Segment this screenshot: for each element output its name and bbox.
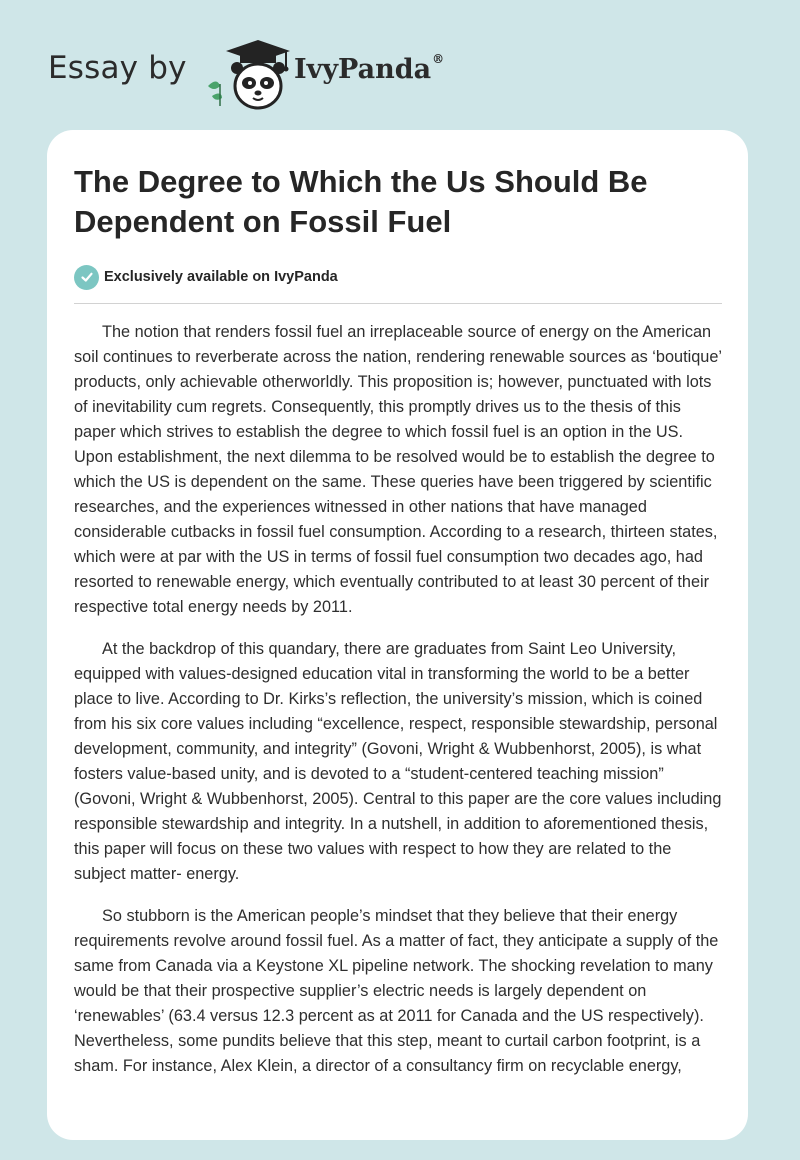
divider — [74, 303, 722, 304]
essay-card — [47, 130, 748, 1140]
essay-body — [74, 320, 726, 1096]
essay-by-label: Essay by — [48, 50, 187, 86]
brand-name[interactable]: IvyPanda® — [294, 52, 445, 85]
exclusive-badge — [74, 264, 338, 290]
registered-mark: ® — [432, 52, 445, 66]
paragraph: At the backdrop of this quandary, there are graduates from Saint Leo University, equipped with values-designed education vital in transforming the world to be a better place to live. According to Dr. Kirks’s reflection, the university’s mission, which is coined from his six core values including “excellence, respect, responsible stewardship, personal development, community, and integrity” (Govoni, Wright & Wubbenhorst, 2005), is what fosters value-based unity, and is devoted to a “student-centered teaching mission” (Govoni, Wright & Wubbenhorst, 2005). Central to this paper are the core values including responsible stewardship and integrity. In a nutshell, in addition to aforementioned thesis, this paper will focus on these two values with respect to how they are related to the subject matter- energy. — [74, 640, 722, 883]
exclusive-label: Exclusively available on IvyPanda — [104, 269, 338, 285]
panda-graduation-cap-icon[interactable] — [200, 36, 290, 112]
essay-title: The Degree to Which the Us Should Be Dependent on Fossil Fuel — [74, 164, 648, 239]
paragraph: So stubborn is the American people’s mindset that they believe that their energy requirements revolve around fossil fuel. As a matter of fact, they anticipate a supply of the same from Canada via a Keystone XL pipeline network. The shocking revelation to many would be that their prospective supplier’s electric needs is largely dependent on ‘renewables’ (63.4 versus 12.3 percent as at 2011 for Canada and the US respectively). Nevertheless, some pundits believe that this step, meant to curtail carbon footprint, is a sham. For instance, Alex Klein, a director of a consultancy firm on recyclable energy, — [74, 907, 719, 1075]
site-header — [48, 36, 752, 116]
check-circle-icon — [74, 265, 99, 290]
paragraph: The notion that renders fossil fuel an irreplaceable source of energy on the American soil continues to reverberate across the nation, rendering renewable sources as ‘boutique’ products, only achievable otherworldly. This proposition is; however, punctuated with lots of inevitability cum regrets. Consequently, this promptly drives us to the thesis of this paper which strives to establish the degree to which fossil fuel is an option in the US. Upon establishment, the next dilemma to be resolved would be to establish the degree to which the US is dependent on the same. These queries have been triggered by scientific researches, and the experiences witnessed in other nations that have managed considerable cutbacks in fossil fuel consumption. According to a research, thirteen states, which were at par with the US in terms of fossil fuel consumption two decades ago, had resorted to renewable energy, which eventually contributed to at least 30 percent of their respective total energy needs by 2011. — [74, 323, 722, 616]
